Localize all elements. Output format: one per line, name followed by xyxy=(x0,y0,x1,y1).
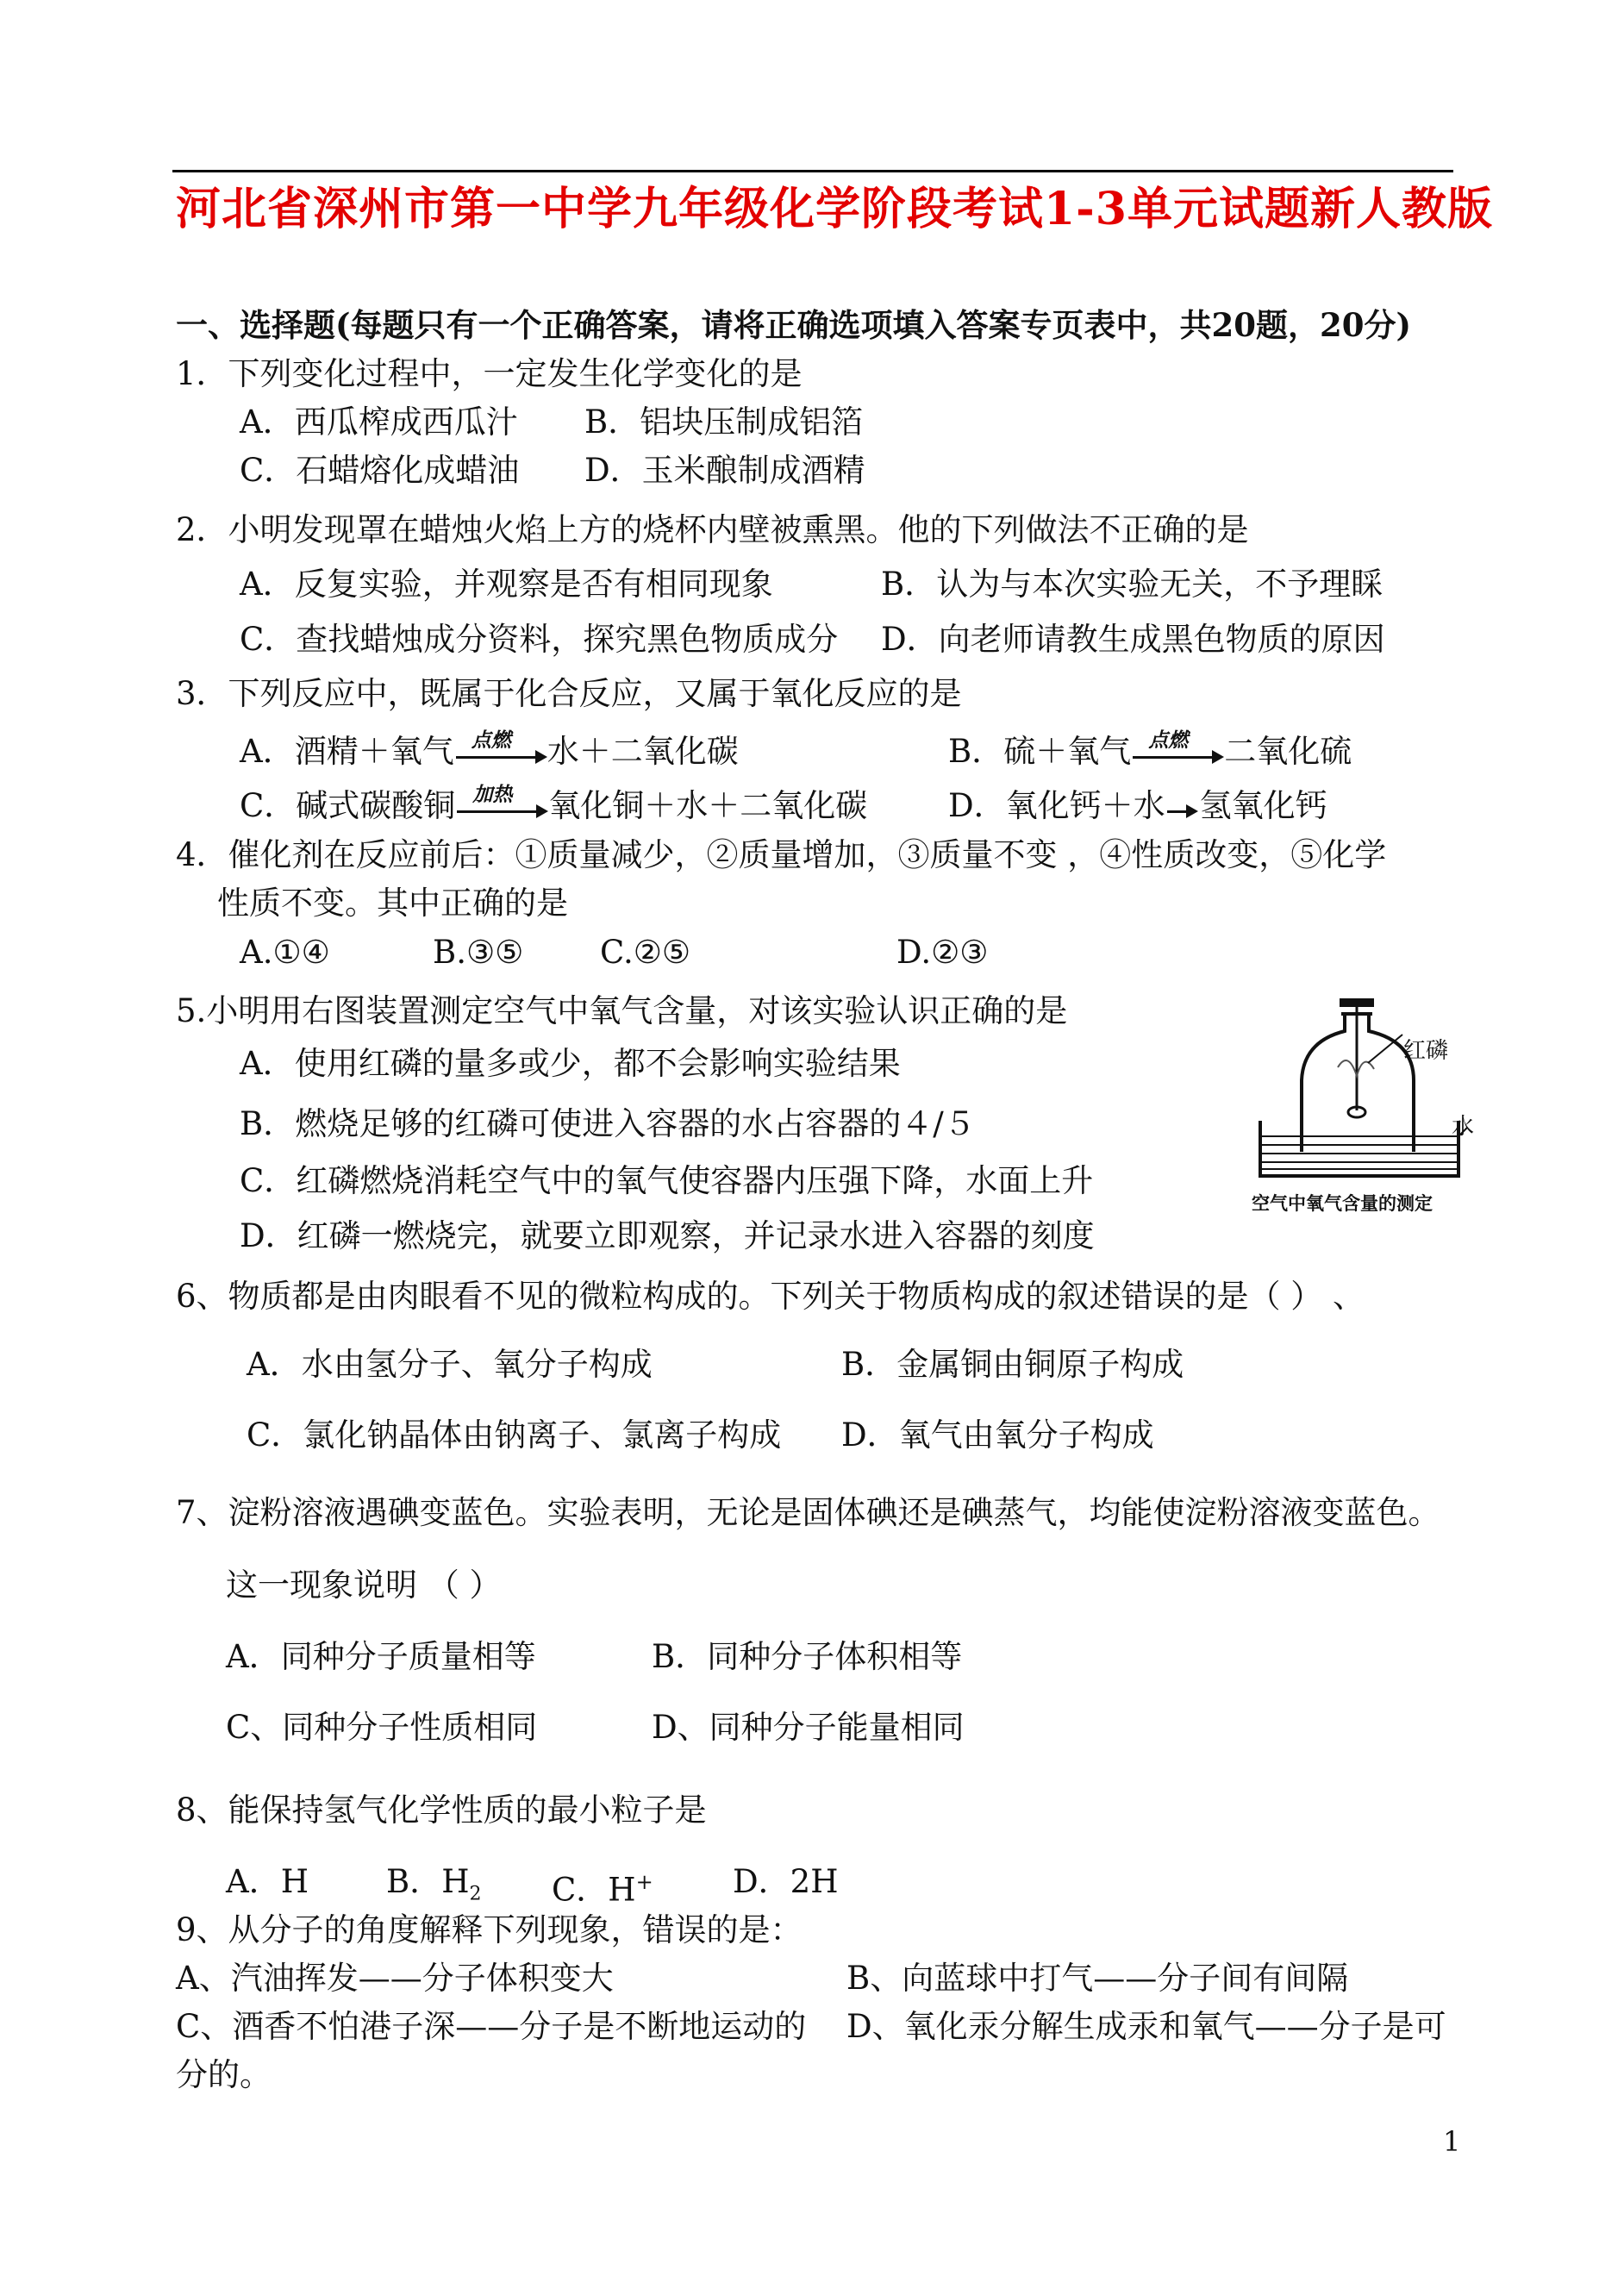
figure-label-water: 水 xyxy=(1452,1114,1475,1140)
q4-option-b: B.③⑤ xyxy=(433,934,524,971)
q9-option-b: B、向蓝球中打气——分子间有间隔 xyxy=(846,1960,1349,1997)
page-title: 河北省深州市第一中学九年级化学阶段考试1-3单元试题新人教版 xyxy=(176,183,1493,235)
q6-option-b: B．金属铜由铜原子构成 xyxy=(841,1346,1184,1383)
q1-option-b: B．铝块压制成铝箔 xyxy=(584,403,864,441)
q3-b-reactants: B．硫＋氧气 xyxy=(948,733,1132,770)
q3-a-reactants: A．酒精＋氧气 xyxy=(240,733,454,770)
q5-stem: 5.小明用右图装置测定空气中氧气含量，对该实验认识正确的是 xyxy=(176,992,1068,1029)
q9-option-a: A、汽油挥发——分子体积变大 xyxy=(176,1960,614,1997)
q3-b-products: 二氧化硫 xyxy=(1224,733,1352,770)
oxygen-measurement-apparatus xyxy=(1252,998,1476,1224)
q5-option-c: C．红磷燃烧消耗空气中的氧气使容器内压强下降，水面上升 xyxy=(240,1162,1094,1199)
q3-stem: 3．下列反应中，既属于化合反应，又属于氧化反应的是 xyxy=(176,675,962,712)
q1-option-d: D．玉米酿制成酒精 xyxy=(584,452,865,489)
section-header: 一、选择题(每题只有一个正确答案，请将正确选项填入答案专页表中，共20题，20分) xyxy=(176,306,1411,344)
q5-option-b: B．燃烧足够的红磷可使进入容器的水占容器的４/５ xyxy=(240,1105,976,1142)
q7-option-a: A．同种分子质量相等 xyxy=(226,1638,536,1675)
reaction-arrow-icon xyxy=(456,728,546,773)
q9-option-d-line1: D、氧化汞分解生成汞和氧气——分子是可 xyxy=(846,2008,1446,2045)
q9-option-d-line2: 分的。 xyxy=(176,2056,272,2093)
q8-option-c xyxy=(552,1860,653,1911)
q7-stem-line1: 7、淀粉溶液遇碘变蓝色。实验表明，无论是固体碘还是碘蒸气，均能使淀粉溶液变蓝色。 xyxy=(176,1494,1440,1531)
figure-label-phosphorus: 红磷 xyxy=(1403,1038,1449,1064)
q1-option-c: C．石蜡熔化成蜡油 xyxy=(240,452,520,489)
q3-d-products: 氢氧化钙 xyxy=(1199,787,1327,824)
q3-a-condition: 点燃 xyxy=(471,728,511,752)
q4-option-d: D.②③ xyxy=(896,934,989,971)
q8-option-a: A．H xyxy=(226,1863,309,1900)
q3-option-d xyxy=(948,785,1327,828)
q3-c-reactants: C．碱式碳酸铜 xyxy=(240,787,456,824)
q3-c-condition: 加热 xyxy=(472,782,513,806)
q1-option-a: A．西瓜榨成西瓜汁 xyxy=(240,403,518,441)
q3-a-products: 水＋二氧化碳 xyxy=(547,733,739,770)
q2-stem: 2．小明发现罩在蜡烛火焰上方的烧杯内壁被熏黑。他的下列做法不正确的是 xyxy=(176,511,1249,548)
q7-option-d: D、同种分子能量相同 xyxy=(652,1709,965,1746)
q9-stem: 9、从分子的角度解释下列现象，错误的是： xyxy=(176,1911,803,1948)
q4-option-c: C.②⑤ xyxy=(600,934,691,971)
q9-option-c: C、酒香不怕港子深——分子是不断地运动的 xyxy=(176,2008,807,2045)
q7-option-c: C、同种分子性质相同 xyxy=(226,1709,538,1746)
q3-option-b xyxy=(948,730,1352,773)
q4-option-a: A.①④ xyxy=(240,934,330,971)
q2-option-b: B．认为与本次实验无关，不予理睬 xyxy=(881,566,1384,603)
q2-option-a: A．反复实验，并观察是否有相同现象 xyxy=(240,566,773,603)
q3-option-a xyxy=(240,730,739,773)
page-number: 1 xyxy=(1443,2125,1461,2158)
reaction-arrow-icon xyxy=(457,782,547,828)
reaction-arrow-icon xyxy=(1167,790,1198,828)
q6-stem: 6、物质都是由肉眼看不见的微粒构成的。下列关于物质构成的叙述错误的是（ ） 、 xyxy=(176,1278,1365,1315)
q3-option-c xyxy=(240,782,868,828)
q5-option-d: D．红磷一燃烧完，就要立即观察，并记录水进入容器的刻度 xyxy=(240,1217,1095,1254)
q8-c-symbol: C．H xyxy=(552,1871,636,1909)
q8-stem: 8、能保持氢气化学性质的最小粒子是 xyxy=(176,1792,707,1829)
q6-option-a: A．水由氢分子、氧分子构成 xyxy=(247,1346,653,1383)
q8-option-b xyxy=(386,1860,481,1916)
figure-caption: 空气中氧气含量的测定 xyxy=(1252,1193,1433,1214)
q3-c-products: 氧化铜＋水＋二氧化碳 xyxy=(548,787,868,824)
q7-stem-line2: 这一现象说明 （ ） xyxy=(226,1566,502,1604)
q8-c-superscript: + xyxy=(635,1870,653,1894)
reaction-arrow-icon xyxy=(1133,728,1222,773)
q4-stem-line2: 性质不变。其中正确的是 xyxy=(217,885,568,922)
q3-b-condition: 点燃 xyxy=(1148,728,1189,752)
apparatus-drawing xyxy=(1252,998,1476,1188)
q8-b-subscript: 2 xyxy=(469,1883,482,1905)
q1-stem: 1．下列变化过程中，一定发生化学变化的是 xyxy=(176,355,803,392)
q8-option-d: D．2H xyxy=(733,1863,839,1900)
q2-option-c: C．查找蜡烛成分资料，探究黑色物质成分 xyxy=(240,621,839,658)
q2-option-d: D．向老师请教生成黑色物质的原因 xyxy=(881,621,1385,658)
q6-option-d: D．氧气由氧分子构成 xyxy=(841,1416,1154,1454)
q7-option-b: B．同种分子体积相等 xyxy=(652,1638,963,1675)
q4-stem-line1: 4．催化剂在反应前后：①质量减少，②质量增加，③质量不变 ，④性质改变，⑤化学 xyxy=(176,836,1387,873)
q5-option-a: A．使用红磷的量多或少，都不会影响实验结果 xyxy=(240,1045,901,1082)
q8-b-symbol: B．H xyxy=(386,1863,470,1900)
q6-option-c: C．氯化钠晶体由钠离子、氯离子构成 xyxy=(247,1416,782,1454)
q3-d-reactants: D．氧化钙＋水 xyxy=(948,787,1165,824)
